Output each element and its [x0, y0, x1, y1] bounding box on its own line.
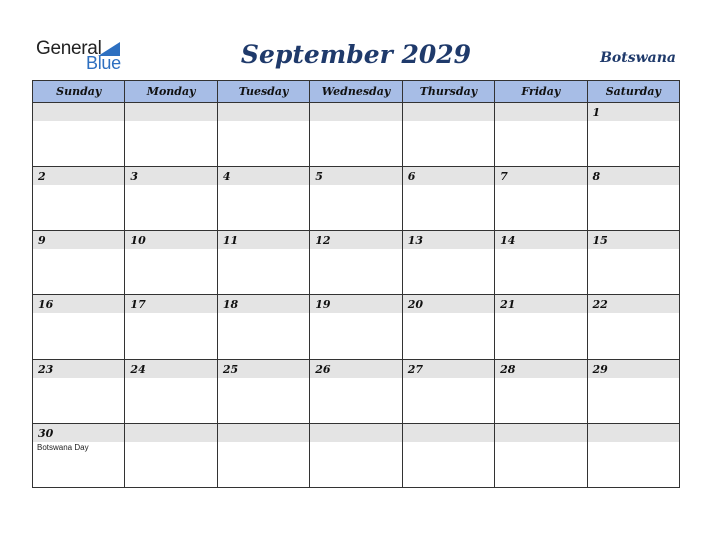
- day-cell[interactable]: [587, 231, 679, 295]
- day-number-bar: [403, 231, 494, 249]
- day-number-bar: [218, 167, 309, 185]
- day-number: 26: [315, 362, 331, 376]
- day-number-bar: [588, 167, 679, 185]
- weekday-sunday: Sunday: [33, 81, 125, 103]
- day-number: 17: [130, 298, 146, 312]
- day-number-bar: [495, 360, 586, 378]
- day-number-bar: [218, 424, 309, 442]
- day-number-bar: [588, 231, 679, 249]
- day-cell[interactable]: [217, 103, 309, 167]
- day-number-bar: [403, 167, 494, 185]
- day-cell[interactable]: [125, 423, 217, 487]
- weekday-friday: Friday: [495, 81, 587, 103]
- day-cell[interactable]: [495, 423, 587, 487]
- day-number-bar: [33, 103, 124, 121]
- day-number-bar: [218, 231, 309, 249]
- day-cell[interactable]: [310, 359, 402, 423]
- day-cell[interactable]: [402, 359, 494, 423]
- day-number-bar: [310, 295, 401, 313]
- day-number: 29: [592, 362, 608, 376]
- day-number-bar: [310, 103, 401, 121]
- day-cell[interactable]: [33, 359, 125, 423]
- weekday-thursday: Thursday: [402, 81, 494, 103]
- day-cell[interactable]: [125, 231, 217, 295]
- day-number: 18: [222, 298, 239, 312]
- day-cell[interactable]: [33, 231, 125, 295]
- day-cell[interactable]: [33, 103, 125, 167]
- day-number-bar: [495, 424, 586, 442]
- day-number-bar: [310, 360, 401, 378]
- day-cell[interactable]: [310, 295, 402, 359]
- day-number: 1: [592, 106, 601, 119]
- weekday-saturday: Saturday: [587, 81, 679, 103]
- day-number-bar: [125, 167, 216, 185]
- day-cell[interactable]: [402, 423, 494, 487]
- day-cell[interactable]: [310, 167, 402, 231]
- day-cell[interactable]: [125, 103, 217, 167]
- weekday-monday: Monday: [125, 81, 217, 103]
- day-cell[interactable]: [217, 423, 309, 487]
- day-number: 7: [500, 170, 508, 184]
- day-number-bar: [403, 360, 494, 378]
- day-number-bar: [403, 103, 494, 121]
- weekday-header-row: [33, 81, 680, 103]
- day-cell[interactable]: [33, 295, 125, 359]
- day-number: 8: [592, 170, 601, 184]
- day-number-bar: [218, 103, 309, 121]
- day-cell[interactable]: [495, 167, 587, 231]
- country-label: Botswana: [600, 50, 676, 66]
- day-cell[interactable]: [587, 103, 679, 167]
- day-cell[interactable]: [217, 167, 309, 231]
- day-cell[interactable]: [125, 167, 217, 231]
- day-cell[interactable]: [402, 231, 494, 295]
- day-number: 10: [130, 234, 146, 248]
- weekday-wednesday: Wednesday: [310, 81, 402, 103]
- day-number-bar: [125, 231, 216, 249]
- day-number: 11: [222, 234, 239, 248]
- day-cell[interactable]: [402, 103, 494, 167]
- day-number: 19: [315, 298, 331, 312]
- week-row: [33, 423, 680, 487]
- day-number: 21: [500, 298, 516, 312]
- day-number-bar: [125, 103, 216, 121]
- day-number: 30: [38, 426, 54, 440]
- day-cell[interactable]: [587, 423, 679, 487]
- day-number-bar: [588, 424, 679, 442]
- day-cell[interactable]: [587, 359, 679, 423]
- day-cell[interactable]: [125, 295, 217, 359]
- day-number: 25: [222, 362, 239, 376]
- day-number-bar: [125, 424, 216, 442]
- day-cell[interactable]: [33, 423, 125, 487]
- week-row: [33, 231, 680, 295]
- day-number: 12: [315, 234, 331, 248]
- day-number: 16: [38, 298, 54, 312]
- day-cell[interactable]: [587, 295, 679, 359]
- day-number: 13: [407, 234, 423, 248]
- day-cell[interactable]: [587, 167, 679, 231]
- day-number-bar: [403, 295, 494, 313]
- day-number-bar: [33, 295, 124, 313]
- day-number-bar: [588, 295, 679, 313]
- day-number: 14: [500, 234, 516, 248]
- day-cell[interactable]: [217, 295, 309, 359]
- page-title: September 2029: [240, 40, 472, 69]
- day-cell[interactable]: [217, 231, 309, 295]
- day-number: 9: [38, 234, 46, 248]
- day-number-bar: [33, 360, 124, 378]
- day-number-bar: [33, 424, 124, 442]
- logo-blue-text: Blue: [86, 53, 121, 73]
- day-number: 27: [407, 362, 423, 376]
- day-number-bar: [495, 167, 586, 185]
- week-row: [33, 103, 680, 167]
- day-number: 6: [407, 170, 416, 184]
- day-number-bar: [218, 295, 309, 313]
- day-number-bar: [125, 295, 216, 313]
- day-number: 24: [130, 362, 146, 376]
- day-number-bar: [310, 424, 401, 442]
- day-number: 2: [38, 170, 46, 184]
- logo-general-text: General: [36, 38, 102, 59]
- week-row: [33, 359, 680, 423]
- day-number-bar: [125, 360, 216, 378]
- day-number-bar: [495, 295, 586, 313]
- day-cell[interactable]: [310, 103, 402, 167]
- day-number: 5: [315, 170, 323, 184]
- day-cell[interactable]: [310, 231, 402, 295]
- day-number-bar: [310, 167, 401, 185]
- day-cell[interactable]: [310, 423, 402, 487]
- day-number: 23: [38, 362, 54, 376]
- week-row: [33, 295, 680, 359]
- day-number: 22: [592, 298, 608, 312]
- day-number-bar: [495, 103, 586, 121]
- day-cell[interactable]: [495, 231, 587, 295]
- holiday-label: Botswana Day: [37, 442, 89, 452]
- day-cell[interactable]: [217, 359, 309, 423]
- day-cell[interactable]: [495, 295, 587, 359]
- day-number-bar: [495, 231, 586, 249]
- day-number-bar: [218, 360, 309, 378]
- day-number-bar: [310, 231, 401, 249]
- day-cell[interactable]: [495, 103, 587, 167]
- day-number: 3: [130, 170, 139, 184]
- day-number-bar: [33, 231, 124, 249]
- day-number: 15: [592, 234, 608, 248]
- day-cell[interactable]: [33, 167, 125, 231]
- day-number-bar: [403, 424, 494, 442]
- day-number-bar: [588, 360, 679, 378]
- day-number: 4: [222, 170, 231, 184]
- day-number-bar: [588, 103, 679, 121]
- day-cell[interactable]: [402, 167, 494, 231]
- calendar-grid: [32, 80, 680, 488]
- weekday-tuesday: Tuesday: [217, 81, 309, 103]
- day-cell[interactable]: [495, 359, 587, 423]
- day-cell[interactable]: [402, 295, 494, 359]
- day-number: 28: [500, 362, 516, 376]
- week-row: [33, 167, 680, 231]
- day-cell[interactable]: [125, 359, 217, 423]
- day-number: 20: [407, 298, 423, 312]
- day-number-bar: [33, 167, 124, 185]
